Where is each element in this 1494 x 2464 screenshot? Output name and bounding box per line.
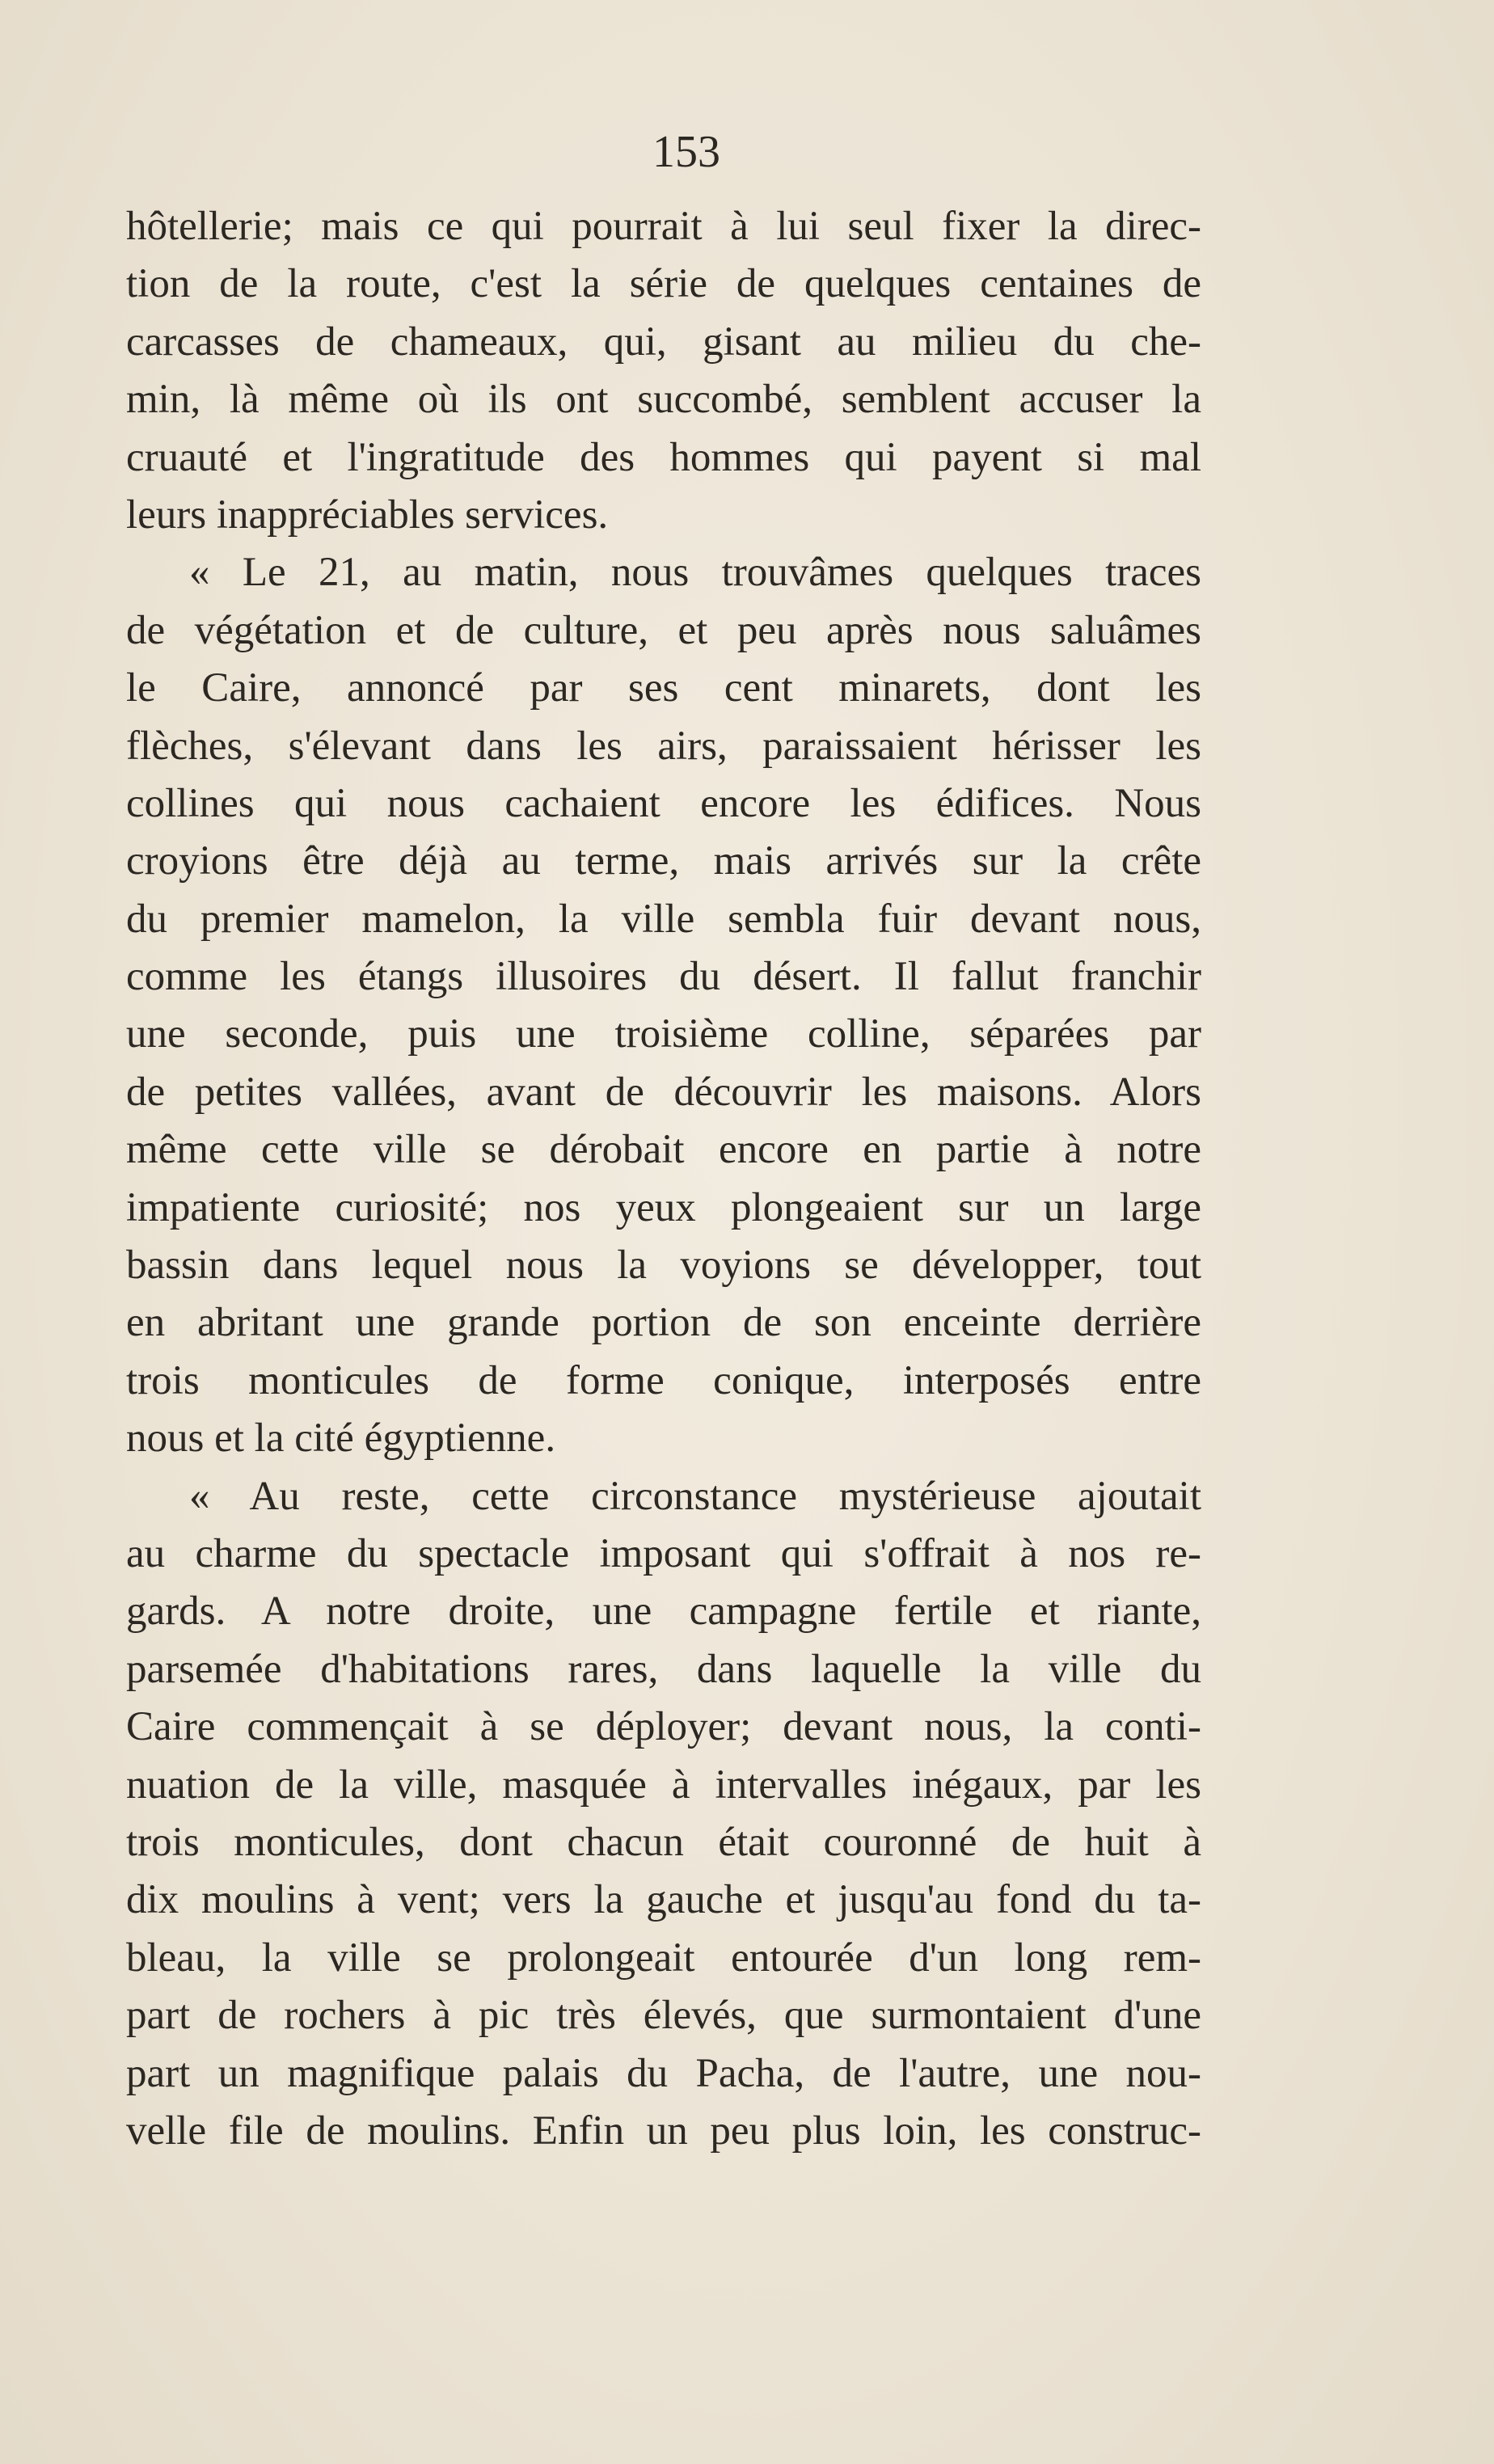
text-line: impatiente curiosité; nos yeux plongeaient sur un large	[126, 1184, 1201, 1230]
text-line: part de rochers à pic très élevés, que surmontaient d'une	[126, 1993, 1201, 2039]
text-line: « Au reste, cette circonstance mystérieuse ajoutait	[189, 1473, 1201, 1519]
text-line: nuation de la ville, masquée à intervalles inégaux, par les	[126, 1762, 1201, 1808]
text-line: carcasses de chameaux, qui, gisant au milieu du che-	[126, 319, 1201, 365]
text-line: part un magnifique palais du Pacha, de l'autre, une nou-	[126, 2050, 1201, 2096]
text-line: velle file de moulins. Enfin un peu plus loin, les construc-	[126, 2107, 1201, 2154]
text-line: trois monticules de forme conique, interposés entre	[126, 1357, 1201, 1403]
text-line: leurs inappréciables services.	[126, 492, 609, 538]
text-line: même cette ville se dérobait encore en partie à notre	[126, 1127, 1201, 1173]
text-line: gards. A notre droite, une campagne fertile et riante,	[126, 1589, 1201, 1635]
text-line: flèches, s'élevant dans les airs, paraissaient hérisser les	[126, 723, 1201, 769]
text-line: de végétation et de culture, et peu après nous saluâmes	[126, 607, 1201, 653]
text-line: nous et la cité égyptienne.	[126, 1416, 556, 1462]
text-line: de petites vallées, avant de découvrir les maisons. Alors	[126, 1069, 1201, 1115]
text-line: Caire commençait à se déployer; devant nous, la conti-	[126, 1704, 1201, 1750]
text-line: trois monticules, dont chacun était couronné de huit à	[126, 1819, 1201, 1865]
text-line: tion de la route, c'est la série de quelques centaines de	[126, 261, 1201, 307]
text-line: une seconde, puis une troisième colline, séparées par	[126, 1011, 1201, 1057]
text-line: hôtellerie; mais ce qui pourrait à lui seul fixer la direc-	[126, 204, 1201, 249]
text-line: croyions être déjà au terme, mais arrivés sur la crête	[126, 838, 1201, 884]
text-line: bleau, la ville se prolongeait entourée d'un long rem-	[126, 1934, 1201, 1981]
text-line: « Le 21, au matin, nous trouvâmes quelques traces	[189, 550, 1201, 596]
text-line: le Caire, annoncé par ses cent minarets, dont les	[126, 665, 1201, 711]
text-line: du premier mamelon, la ville sembla fuir devant nous,	[126, 896, 1201, 942]
text-line: en abritant une grande portion de son enceinte derrière	[126, 1300, 1201, 1346]
text-line: comme les étangs illusoires du désert. Il fallut franchir	[126, 954, 1201, 1000]
page-number: 153	[652, 127, 720, 177]
body-text	[126, 198, 1201, 2160]
text-line: dix moulins à vent; vers la gauche et jusqu'au fond du ta-	[126, 1877, 1201, 1923]
text-line: bassin dans lequel nous la voyions se développer, tout	[126, 1243, 1201, 1289]
text-line: au charme du spectacle imposant qui s'offrait à nos re-	[126, 1530, 1201, 1576]
text-line: collines qui nous cachaient encore les édifices. Nous	[126, 780, 1201, 826]
text-line: cruauté et l'ingratitude des hommes qui payent si mal	[126, 434, 1201, 480]
text-line: parsemée d'habitations rares, dans laquelle la ville du	[126, 1646, 1201, 1692]
text-line: min, là même où ils ont succombé, semblent accuser la	[126, 377, 1201, 423]
